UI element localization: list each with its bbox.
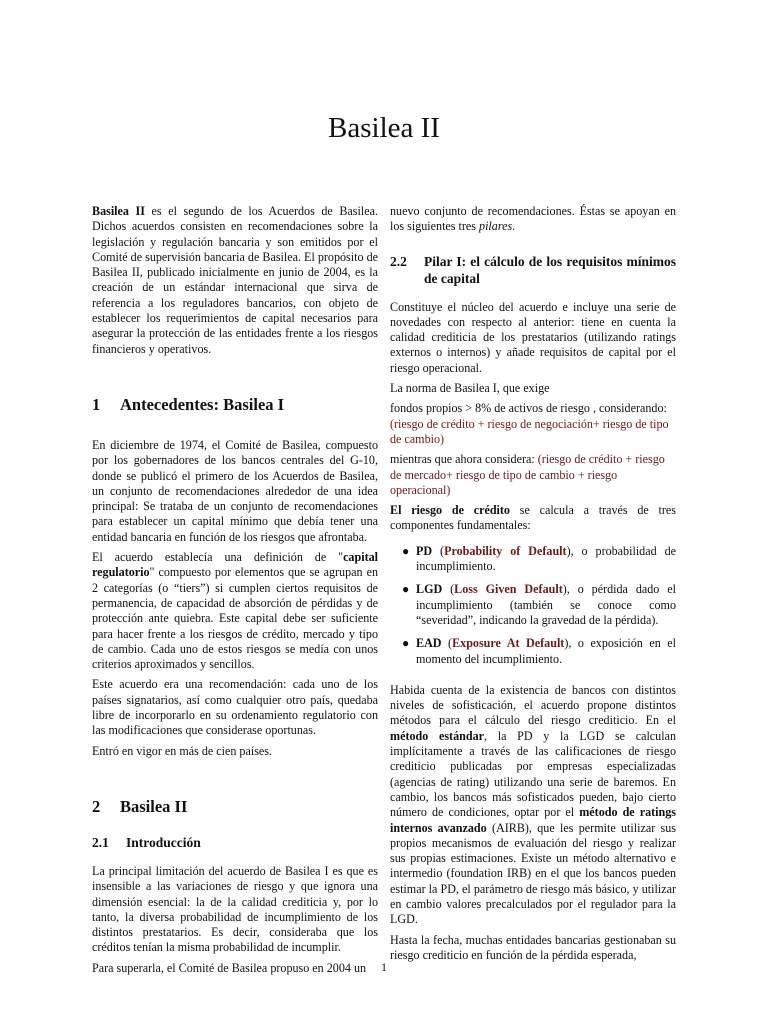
list-item-ead: [400, 636, 676, 667]
ahora-considera-text: mientras que ahora considera:: [390, 452, 538, 467]
lgd-link[interactable]: Loss Given Default: [454, 582, 563, 597]
bullet-icon: ●: [402, 543, 410, 558]
bullet-icon: ●: [402, 582, 410, 597]
pd-link[interactable]: Probability of Default: [444, 543, 567, 558]
section-2-heading: [92, 797, 378, 817]
subsection-2-1-number: 2.1: [92, 834, 109, 850]
section-1-p2-start: El acuerdo establecía una definición de ": [92, 550, 344, 565]
section-1-paragraph-3: Este acuerdo era una recomendación: cada uno de los países signatarios, así como cualquier otro país, quedaba libre de incorporarlo en su ordenamiento regulatorio con las modificaciones que considerase oportunas.: [92, 677, 378, 738]
subsection-2-2-paragraph-4: [390, 452, 676, 498]
intro-bold-lead: Basilea II: [92, 204, 145, 218]
ead-link[interactable]: Exposure At Default: [452, 636, 565, 651]
pilares-lead: nuevo conjunto de recomendaciones. Éstas se apoyan en los siguientes tres: [390, 204, 676, 234]
riesgo-credito-term: El riesgo de crédito: [390, 503, 510, 518]
fondos-propios-text: fondos propios > 8% de activos de riesgo , considerando:: [390, 401, 667, 416]
subsection-2-1-paragraph-2-start: Para superarla, el Comité de Basilea propuso en 2004 un: [92, 960, 367, 975]
subsection-2-2-paragraph-7: Hasta la fecha, muchas entidades bancarias gestionaban su riesgo crediticio en función de la pérdida esperada,: [390, 932, 676, 962]
subsection-2-2-number: 2.2: [390, 253, 407, 269]
section-2-number: 2: [92, 796, 101, 816]
basilea-i-risks-link[interactable]: (riesgo de crédito + riesgo de negociación+ riesgo de tipo de cambio): [390, 416, 669, 446]
metodo-airb-term: método de ratings internos avanzado: [390, 805, 677, 835]
section-1-p2-rest: " compuesto por elementos que se agrupan en 2 categorías (o “tiers”) si cumplen ciertos requisitos de permanencia, de capacidad de absorción de pérdidas y de protección ante quiebra. Este capital debe ser suficiente para hacer frente a los riesgos de crédito, mercado y tipo de cambio. Cada uno de estos riesgos se medía con unos criterios aproximados y sencillos.: [92, 565, 378, 672]
subsection-2-2-paragraph-3: [390, 401, 676, 447]
subsection-2-2-paragraph-2: La norma de Basilea I, que exige: [390, 381, 550, 396]
riesgo-credito-text: se calcula a través de tres componentes fundamentales:: [390, 503, 677, 533]
section-1-number: 1: [92, 394, 101, 414]
section-1-paragraph-4: Entró en vigor en más de cien países.: [92, 743, 273, 758]
intro-paragraph: [92, 204, 378, 357]
basilea-ii-risks-link[interactable]: (riesgo de crédito + riesgo de mercado+ riesgo de tipo de cambio + riesgo operacional): [390, 452, 665, 497]
subsection-2-1-paragraph-1: La principal limitación del acuerdo de Basilea I es que es insensible a las variaciones de riesgo y que ignora una dimensión esencial: la de la calidad crediticia y, por lo tanto, la diversa probabilidad de incumplimiento de los distintos prestatarios. Es decir, consideraba que los créditos tenían la misma probabilidad de incumplir.: [92, 863, 378, 955]
list-item-pd: [400, 544, 676, 575]
page-title: Basilea II: [328, 112, 440, 144]
right-column: [390, 204, 676, 968]
ead-abbr: EAD: [416, 636, 442, 651]
methods-text-start: Habida cuenta de la existencia de bancos con distintos niveles de sofisticación, el acuerdo propone distintos métodos para el cálculo del riesgo crediticio. En el: [390, 682, 676, 728]
subsection-2-2-paragraph-5: [390, 503, 676, 534]
pilares-end: .: [512, 219, 516, 234]
section-2-title: Basilea II: [120, 796, 188, 816]
section-1-paragraph-2: [92, 550, 378, 672]
methods-text-end: (AIRB), que les permite utilizar sus propios mecanismos de evaluación del riesgo y realizar sus propias estimaciones. Existe un método alternativo e intermedio (foundation IRB) en el que los bancos pueden estimar la PD, el parámetro de riesgo más básico, y utilizar en cambio valores precalculados por el regulador para la LGD.: [390, 820, 677, 927]
pd-description: ), o probabilidad de incumplimiento.: [416, 543, 676, 574]
metodo-estandar-term: método estándar: [390, 728, 484, 743]
subsection-2-2-title: Pilar I: el cálculo de los requisitos mínimos de capital: [424, 253, 676, 286]
list-item-lgd: [400, 582, 676, 628]
ead-open-paren: (: [441, 636, 453, 651]
page-number: 1: [381, 960, 387, 974]
subsection-2-2-paragraph-6: [390, 683, 676, 928]
intro-text: es el segundo de los Acuerdos de Basilea. Dichos acuerdos consisten en recomendaciones sobre la legislación y regulación bancaria y son emitidos por el Comité de supervisión bancaria de Basilea. El propósito de Basilea II, publicado inicialmente en junio de 2004, es la creación de un estándar internacional que sirva de referencia a los reguladores bancarios, con objeto de establecer los requerimientos de capital necesarios para asegurar la protección de las entidades frente a los riesgos financieros y operativos.: [92, 204, 378, 356]
ead-description: ), o exposición en el momento del incumplimiento.: [416, 636, 676, 666]
left-column: [92, 204, 378, 981]
pd-abbr: PD: [416, 543, 433, 558]
section-1-heading: [92, 395, 378, 415]
pilares-term: pilares: [479, 219, 513, 234]
capital-regulatorio-term: capital regulatorio: [92, 550, 378, 580]
bullet-icon: ●: [402, 636, 410, 651]
lgd-open-paren: (: [442, 582, 455, 597]
lgd-abbr: LGD: [416, 582, 443, 597]
section-1-title: Antecedentes: Basilea I: [120, 394, 285, 414]
subsection-2-1-heading: [92, 834, 378, 851]
methods-text-middle: , la PD y la LGD se calculan implícitamente a través de las calificaciones de riesgo crediticio publicadas por empresas especializadas (agencias de rating) utilizando una serie de baremos. En cambio, los bancos más sofisticados pueden, bajo cierto número de condiciones, optar por el: [390, 728, 676, 820]
subsection-2-1-title: Introducción: [126, 834, 201, 850]
subsection-2-2-heading: [390, 253, 676, 287]
section-1-paragraph-1: En diciembre de 1974, el Comité de Basilea, compuesto por los gobernadores de los bancos centrales del G-10, donde se publicó el primero de los Acuerdos de Basilea, un conjunto de recomendaciones alrededor de una idea principal: Se trataba de un conjunto de recomendaciones para establecer un capital mínimo que debía tener una entidad bancaria en función de los riesgos que afrontaba.: [92, 437, 378, 544]
lgd-description: ), o pérdida dado el incumplimiento (también se conoce como “severidad”, indicando la gravedad de la pérdida).: [416, 582, 676, 627]
pd-open-paren: (: [432, 543, 445, 558]
credit-risk-components-list: [390, 544, 676, 667]
subsection-2-2-paragraph-1: Constituye el núcleo del acuerdo e incluye una serie de novedades con respecto al anterior: tiene en cuenta la calidad crediticia de los prestatarios (utilizando ratings externos o internos) y añade requisitos de capital por el riesgo operacional.: [390, 299, 676, 375]
subsection-2-1-paragraph-2-continued: [390, 204, 676, 235]
